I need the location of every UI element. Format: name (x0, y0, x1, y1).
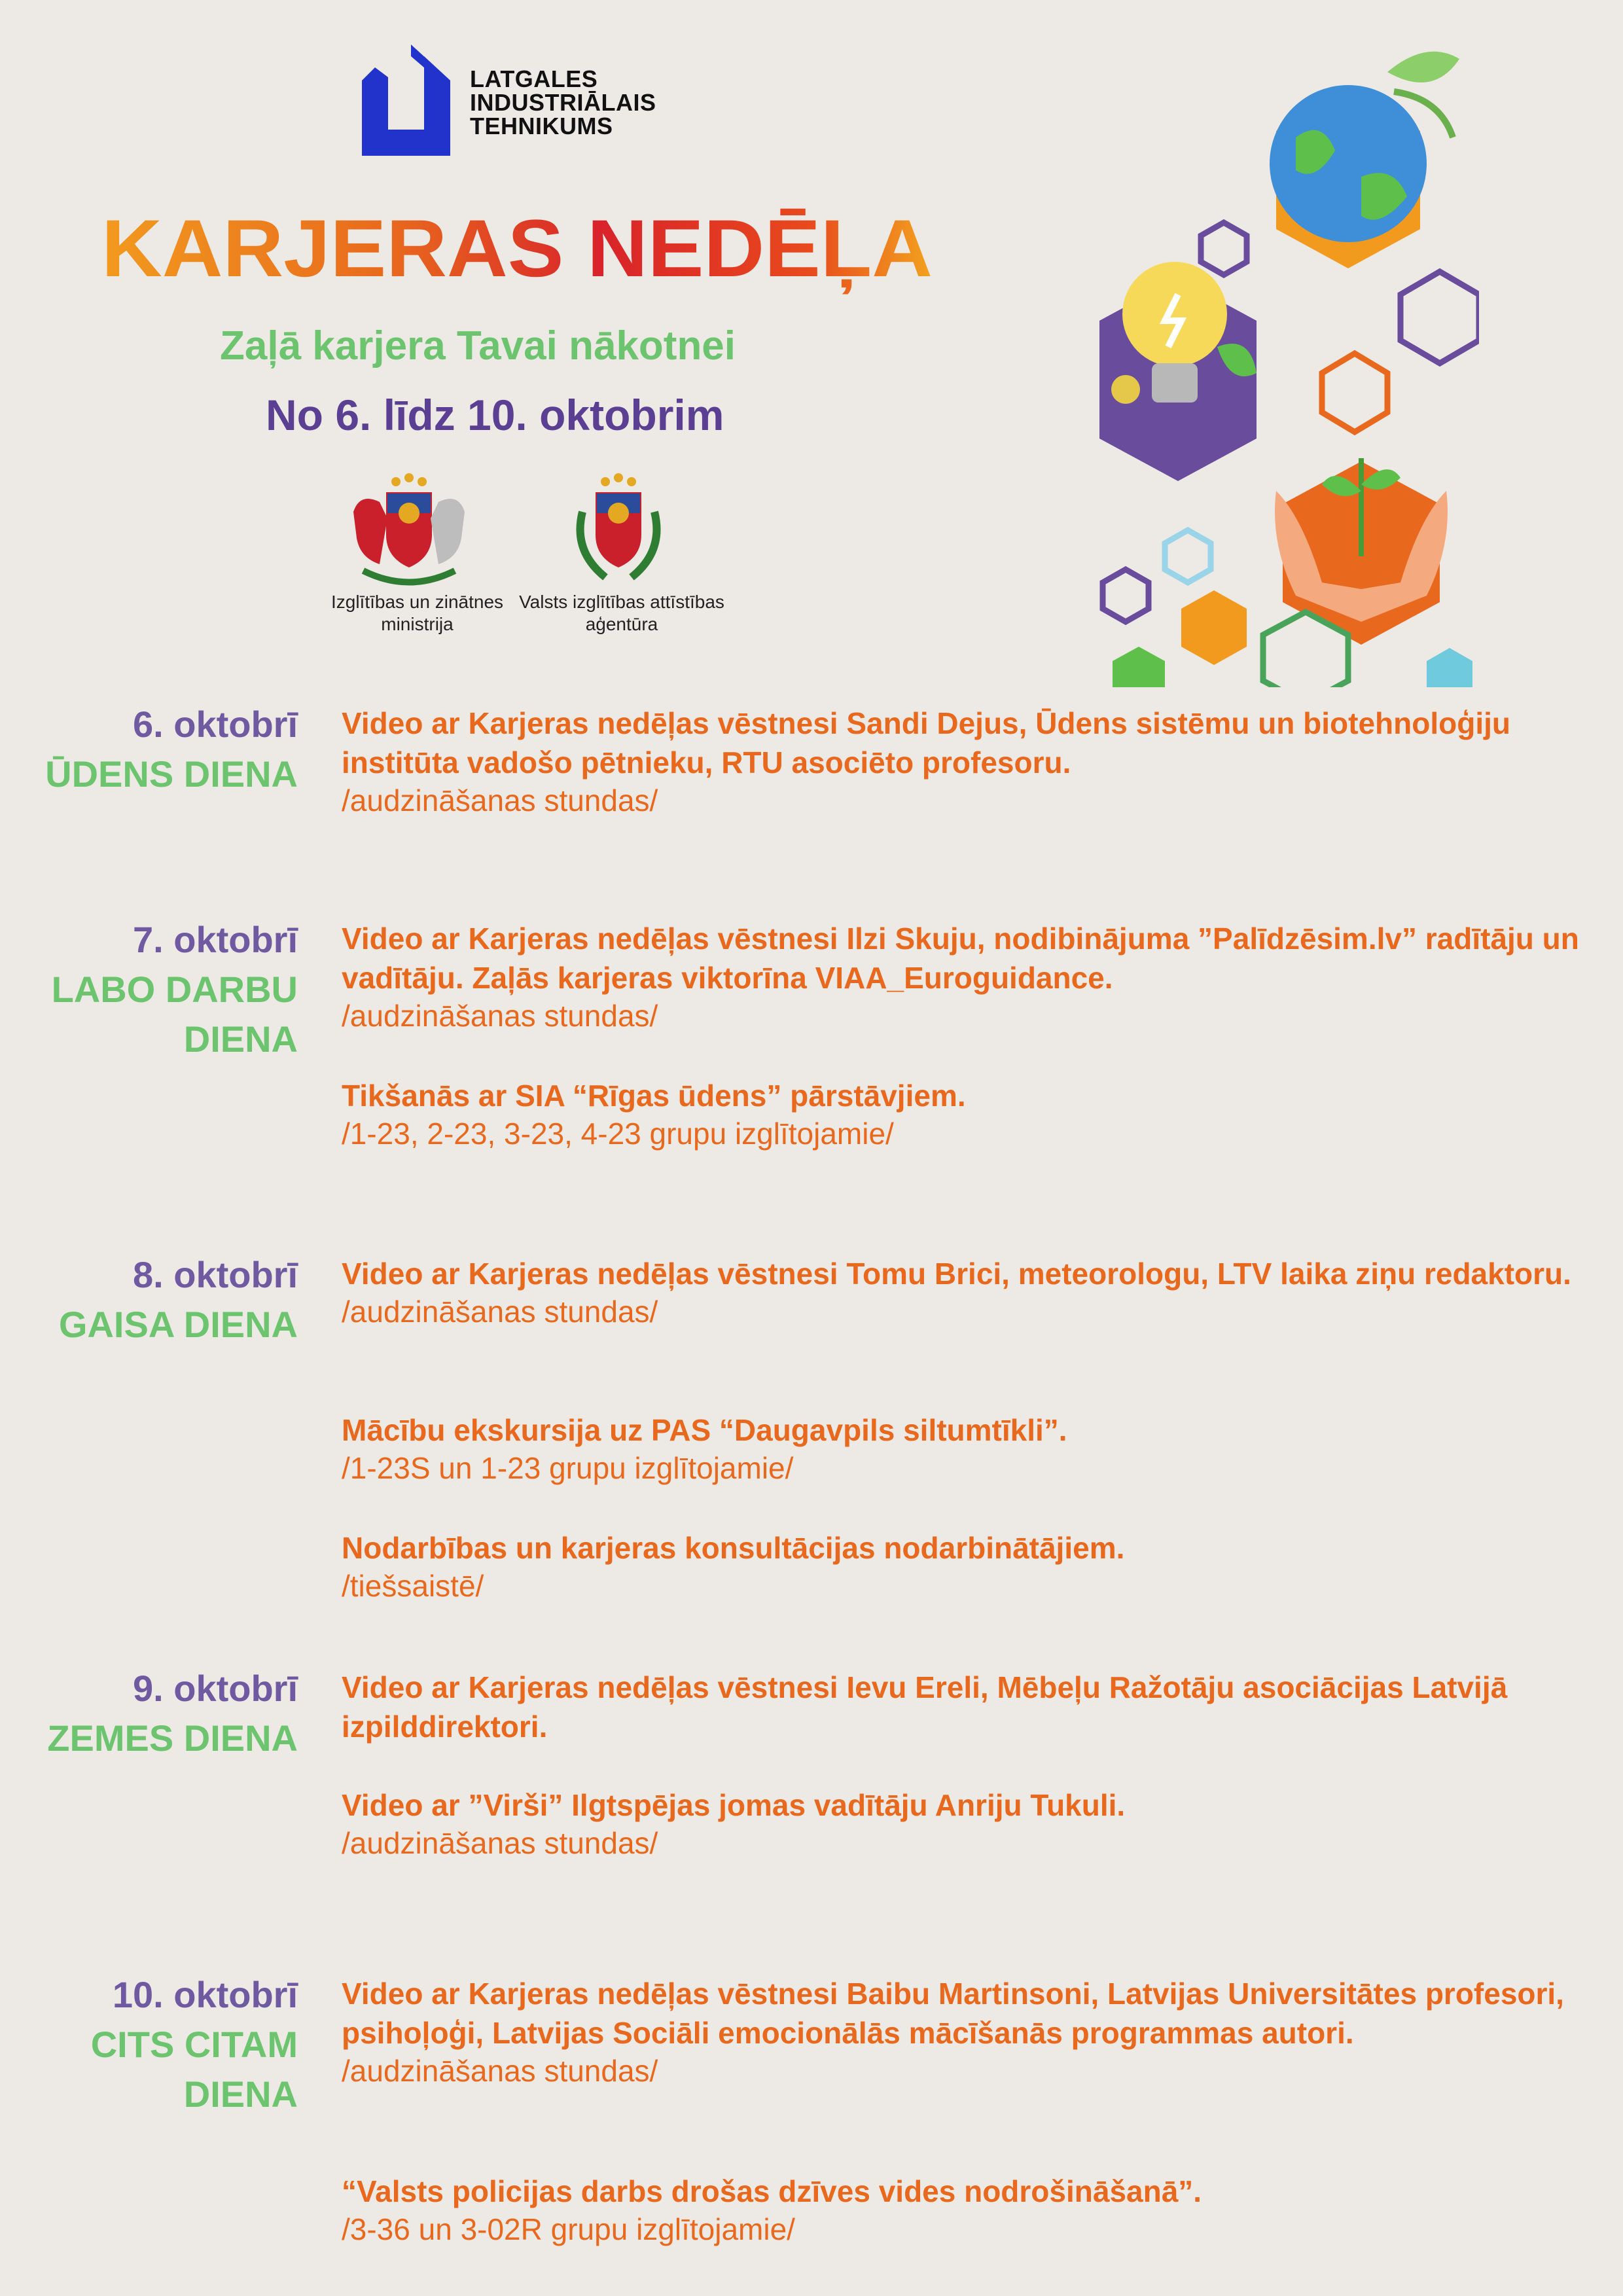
event-note: /3-36 un 3-02R grupu izglītojamie/ (342, 2212, 795, 2246)
agency-caption: Valsts izglītības attīstības aģentūra (519, 592, 724, 634)
day-label (0, 915, 298, 1064)
event-note: /audzināšanas stundas/ (342, 999, 658, 1033)
event-note: /audzināšanas stundas/ (342, 783, 658, 817)
day-name: DIENA (183, 2073, 298, 2115)
day-name: ZEMES DIENA (47, 1717, 298, 1759)
event-title: Nodarbības un karjeras konsultācijas nodarbinātājiem. (342, 1531, 1125, 1565)
event-title: Tikšanās ar SIA “Rīgas ūdens” pārstāvjiem. (342, 1079, 966, 1113)
event-note: /audzināšanas stundas/ (342, 2054, 658, 2088)
event-note: /1-23, 2-23, 3-23, 4-23 grupu izglītojamie/ (342, 1117, 894, 1151)
event-item (342, 919, 1598, 1034)
day-name: GAISA DIENA (58, 1304, 298, 1345)
event-note: /audzināšanas stundas/ (342, 1826, 658, 1860)
day-date: 6. oktobrī (132, 704, 298, 745)
day-label (0, 1250, 298, 1350)
day-date: 7. oktobrī (132, 919, 298, 960)
event-item (342, 1528, 1598, 1604)
school-logo-text (470, 67, 656, 138)
ministry-caption: Izglītības un zinātnes ministrija (330, 592, 504, 634)
day-name: ŪDENS DIENA (45, 753, 298, 795)
event-item (342, 1785, 1598, 1861)
lightbulb-icon (1122, 262, 1227, 367)
day-label (0, 700, 298, 799)
event-title: Mācību ekskursija uz PAS “Daugavpils siltumtīkli”. (342, 1413, 1067, 1447)
day-label (0, 1970, 298, 2119)
event-item (342, 1974, 1598, 2089)
subtitle: Zaļā karjera Tavai nākotnei (220, 323, 736, 368)
green-career-illustration (1086, 33, 1479, 687)
day-label (0, 1664, 298, 1763)
event-title: Video ar Karjeras nedēļas vēstnesi Baibu Martinsoni, Latvijas Universitātes profesori, psihoļoģi, Latvijas Sociāli emocionālās mācīšanās programmas autori. (342, 1977, 1564, 2050)
agency-coat-of-arms-icon (560, 473, 677, 590)
event-item (342, 704, 1598, 819)
day-name: DIENA (183, 1018, 298, 1060)
event-item (342, 1668, 1598, 1746)
page-title-text: KARJERAS NEDĒĻA (101, 204, 904, 294)
event-title: Video ar Karjeras nedēļas vēstnesi Ievu Ereli, Mēbeļu Ražotāju asociācijas Latvijā izpilddirektori. (342, 1670, 1508, 1744)
logo-line: LATGALES (470, 65, 598, 92)
day-date: 10. oktobrī (112, 1974, 298, 2015)
event-title: Video ar Karjeras nedēļas vēstnesi Sandi Dejus, Ūdens sistēmu un biotehnoloģiju institūta vadošo pētnieku, RTU asociēto profesoru. (342, 706, 1510, 780)
day-name: LABO DARBU (51, 969, 298, 1010)
school-logo-mark (362, 45, 450, 156)
day-name: CITS CITAM (90, 2024, 298, 2065)
event-note: /1-23S un 1-23 grupu izglītojamie/ (342, 1451, 794, 1485)
globe-icon (1270, 85, 1427, 242)
event-title: Video ar Karjeras nedēļas vēstnesi Tomu Brici, meteorologu, LTV laika ziņu redaktoru. (342, 1257, 1571, 1291)
event-item (342, 1076, 1598, 1152)
logo-line: INDUSTRIĀLAIS (470, 89, 656, 116)
event-item (342, 1410, 1598, 1486)
event-item (342, 2172, 1598, 2248)
event-title: “Valsts policijas darbs drošas dzīves vides nodrošināšanā”. (342, 2174, 1202, 2208)
day-date: 9. oktobrī (132, 1668, 298, 1709)
event-item (342, 1254, 1598, 1330)
page-title (101, 196, 939, 295)
event-note: /tiešsaistē/ (342, 1569, 484, 1603)
event-title: Video ar Karjeras nedēļas vēstnesi Ilzi Skuju, nodibinājuma ”Palīdzēsim.lv” radītāju un vadītāju. Zaļās karjeras viktorīna VIAA_Euroguidance. (342, 922, 1579, 995)
ministry-coat-of-arms-icon (340, 473, 478, 590)
event-note: /audzināšanas stundas/ (342, 1295, 658, 1329)
event-title: Video ar ”Virši” Ilgtspējas jomas vadītāju Anriju Tukuli. (342, 1788, 1126, 1822)
day-date: 8. oktobrī (132, 1254, 298, 1295)
logo-line: TEHNIKUMS (470, 113, 613, 139)
event-dates: No 6. līdz 10. oktobrim (266, 391, 724, 439)
